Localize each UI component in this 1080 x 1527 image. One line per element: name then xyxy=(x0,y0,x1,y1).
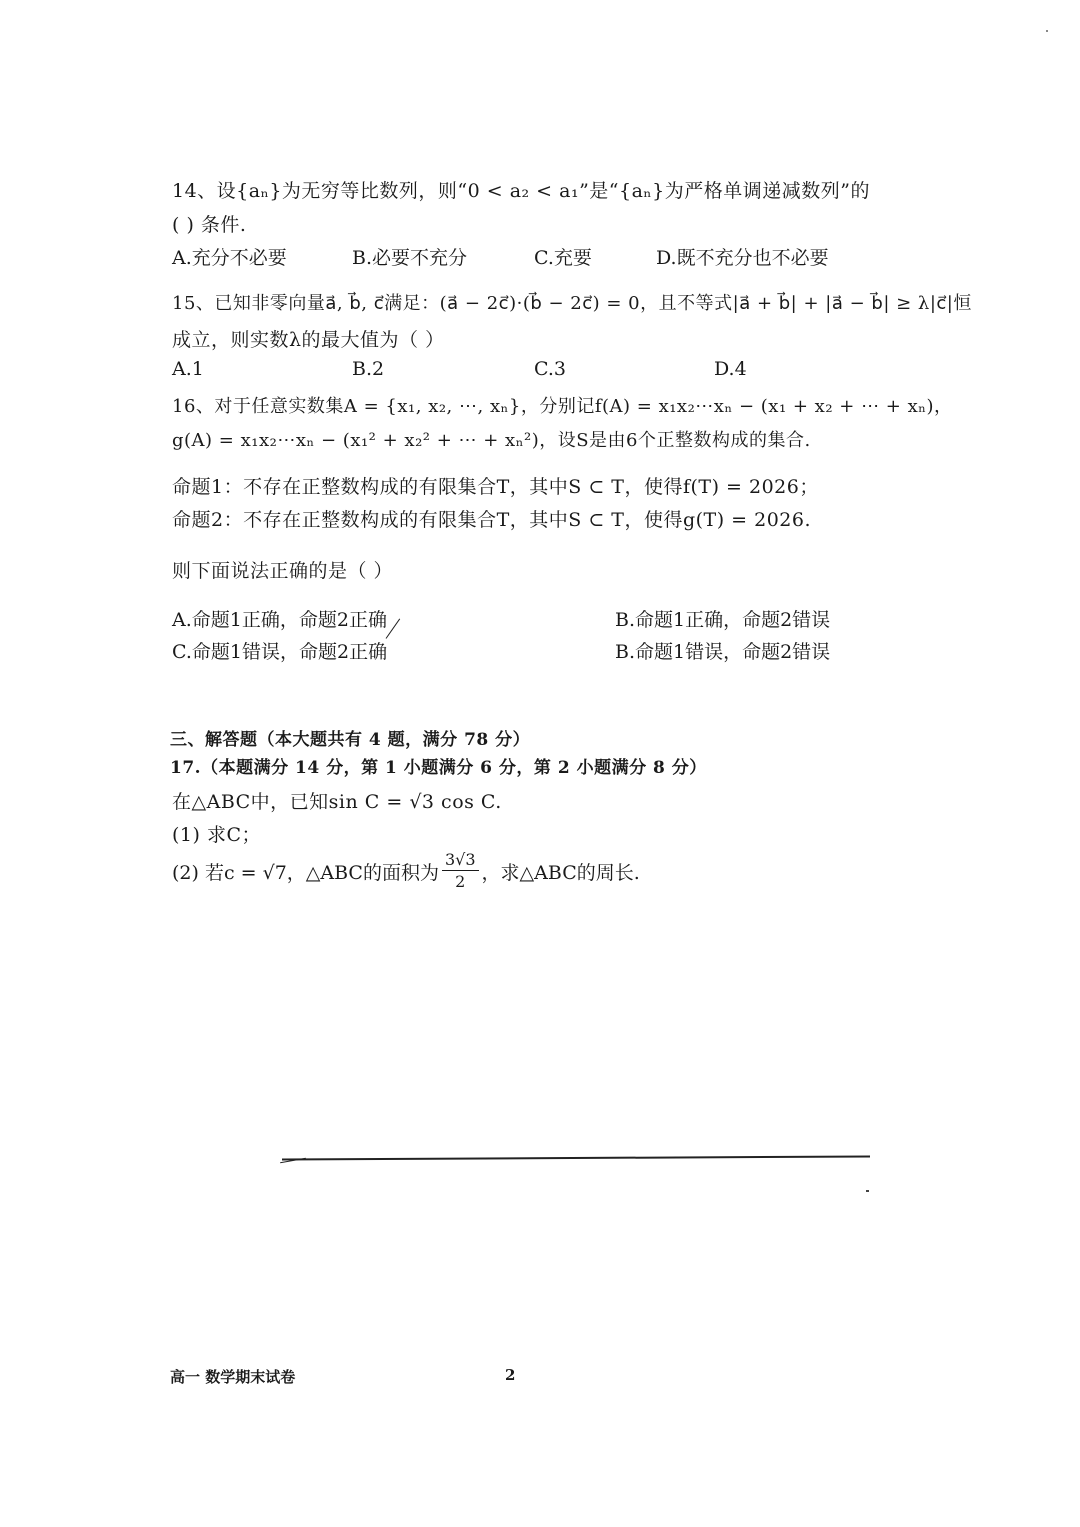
q15-stem-line2: 成立，则实数λ的最大值为（ ） xyxy=(172,329,445,351)
area-fraction-numerator: 3√3 xyxy=(442,850,479,871)
section-3-heading: 三、解答题（本大题共有 4 题，满分 78 分） xyxy=(170,730,531,750)
q16-option-b: B.命题1正确，命题2错误 xyxy=(615,609,831,631)
q16-proposition-2: 命题2：不存在正整数构成的有限集合T，其中S ⊂ T，使得g(T) = 2026. xyxy=(172,509,812,531)
q14-option-d: D.既不充分也不必要 xyxy=(656,247,829,269)
area-fraction-denominator: 2 xyxy=(455,872,466,891)
q14-option-a: A.充分不必要 xyxy=(172,247,287,269)
q15-option-c: C.3 xyxy=(534,358,566,380)
q15-option-a: A.1 xyxy=(172,358,204,380)
q15-option-d: D.4 xyxy=(714,358,747,380)
q16-stem-line1: 16、对于任意实数集A = {x₁, x₂, ⋯, xₙ}，分别记f(A) = x₁x₂⋯xₙ − (x₁ + x₂ + ⋯ + xₙ)， xyxy=(172,396,953,417)
scan-dot xyxy=(866,1190,869,1192)
q16-option-c: C.命题1错误，命题2正确 xyxy=(172,641,388,663)
q17-part-2-lead: (2) 若c = √7，△ABC的面积为 xyxy=(172,862,439,884)
q14-stem-line2: ( ) 条件. xyxy=(172,214,247,236)
q14-option-b: B.必要不充分 xyxy=(352,247,468,269)
q16-stem-line2: g(A) = x₁x₂⋯xₙ − (x₁² + x₂² + ⋯ + xₙ²)，设S是由6个正整数构成的集合. xyxy=(172,430,811,451)
page-number: 2 xyxy=(505,1366,516,1384)
q17-part-1: (1) 求C； xyxy=(172,824,261,846)
q17-part-2-tail: ，求△ABC的周长. xyxy=(481,862,640,884)
handwritten-slash-mark xyxy=(386,619,401,639)
scan-speck xyxy=(1046,30,1048,32)
q16-proposition-1: 命题1：不存在正整数构成的有限集合T，其中S ⊂ T，使得f(T) = 2026； xyxy=(172,476,819,498)
footer-title: 高一 数学期末试卷 xyxy=(170,1368,296,1386)
q16-option-a: A.命题1正确，命题2正确 xyxy=(172,609,387,631)
q16-question: 则下面说法正确的是（ ） xyxy=(172,560,394,582)
answer-rule-line xyxy=(282,1155,870,1160)
q17-header: 17.（本题满分 14 分，第 1 小题满分 6 分，第 2 小题满分 8 分） xyxy=(170,758,707,778)
q17-stem: 在△ABC中，已知sin C = √3 cos C. xyxy=(172,791,502,813)
q16-option-d: B.命题1错误，命题2错误 xyxy=(615,641,831,663)
q17-part-2 xyxy=(172,850,640,893)
q14-stem-line1: 14、设{aₙ}为无穷等比数列，则“0 < a₂ < a₁”是“{aₙ}为严格单调递减数列”的 xyxy=(172,180,870,202)
q14-option-c: C.充要 xyxy=(534,247,592,269)
q15-option-b: B.2 xyxy=(352,358,385,380)
q15-stem-line1: 15、已知非零向量a⃗, b⃗, c⃗满足：(a⃗ − 2c⃗)·(b⃗ − 2c⃗) = 0，且不等式|a⃗ + b⃗| + |a⃗ − b⃗| ≥ λ|c⃗|恒 xyxy=(172,293,972,314)
area-fraction xyxy=(442,850,479,893)
